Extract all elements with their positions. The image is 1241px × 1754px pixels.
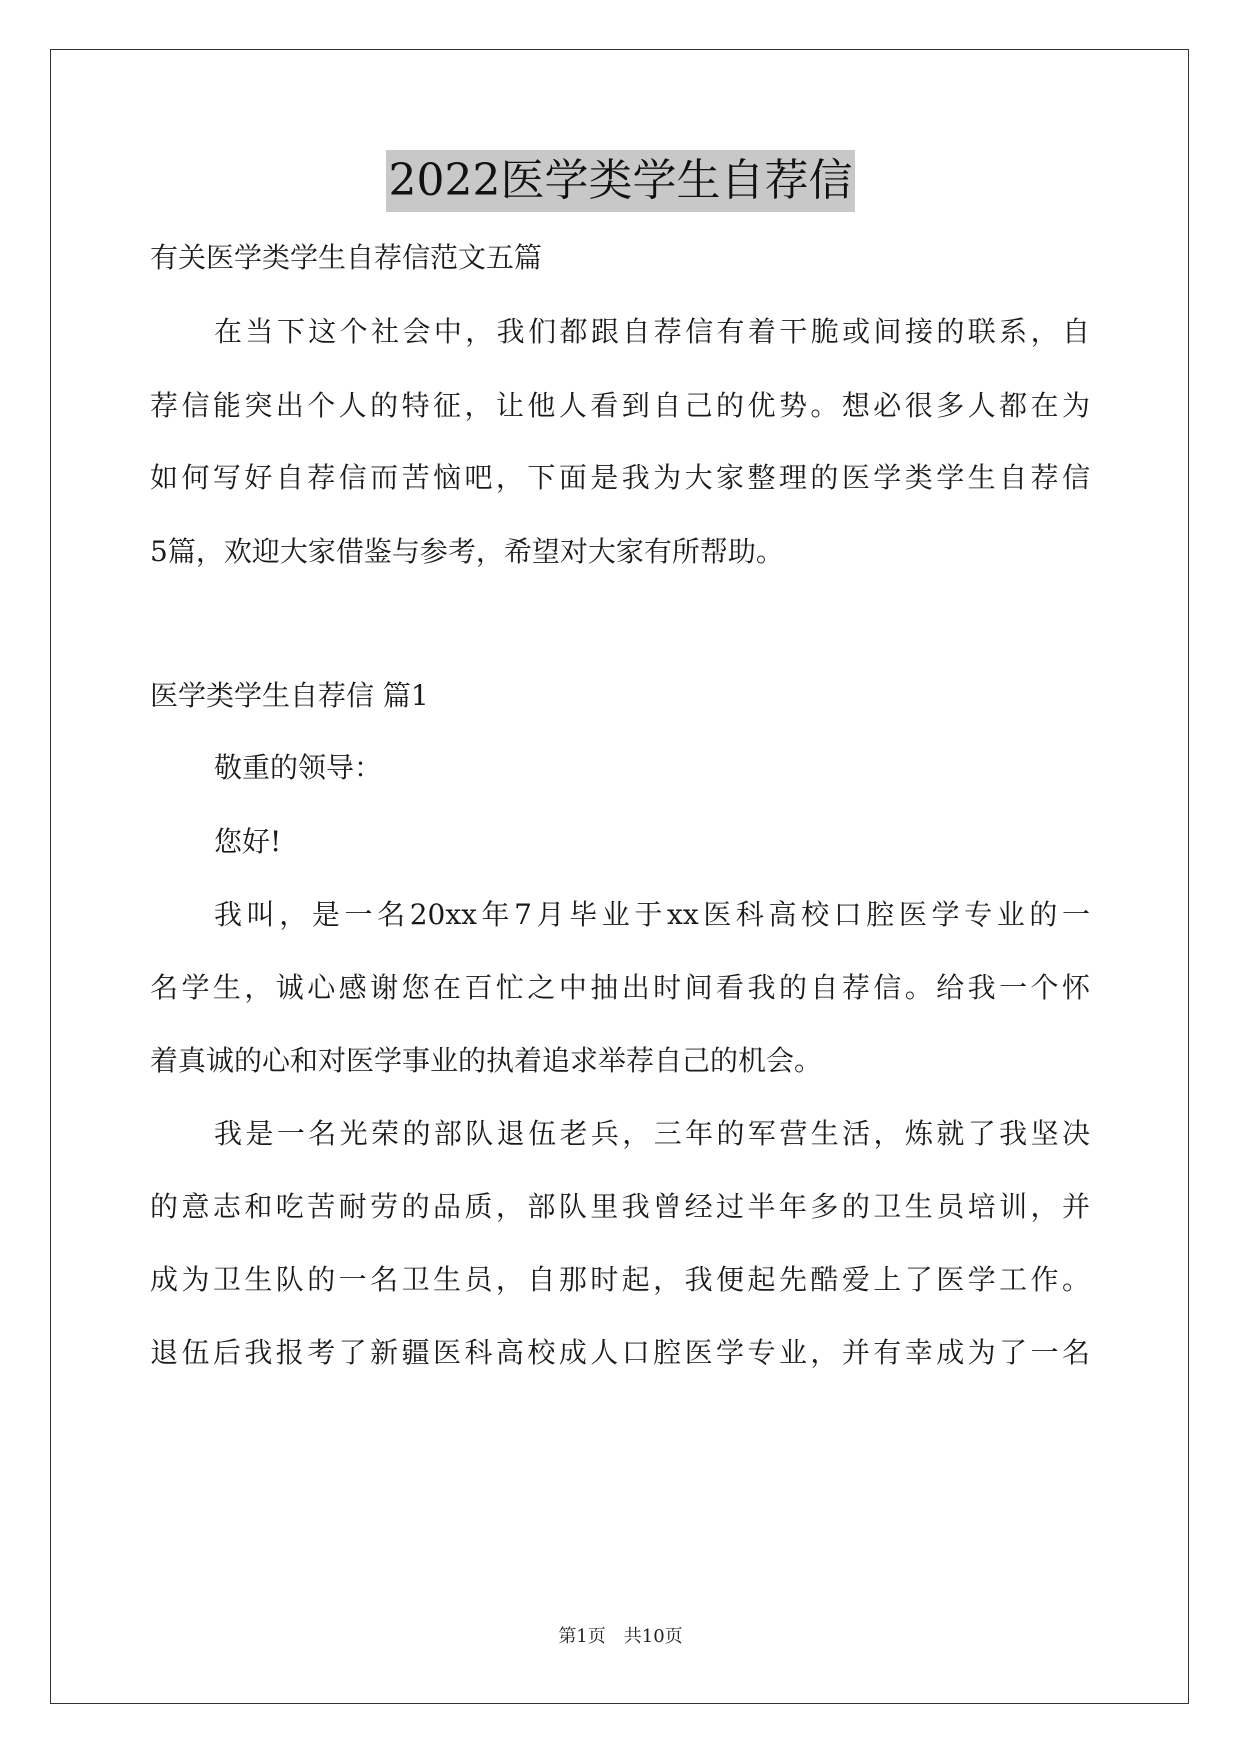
- paragraph-line: 我是一名光荣的部队退伍老兵，三年的军营生活，炼就了我坚决: [214, 1117, 1090, 1150]
- document-title: [0, 150, 1241, 212]
- intro-line: 荐信能突出个人的特征，让他人看到自己的优势。想必很多人都在为: [150, 389, 1090, 422]
- intro-line: 如何写好自荐信而苦恼吧，下面是我为大家整理的医学类学生自荐信: [150, 461, 1090, 494]
- page-footer: [0, 1625, 1241, 1649]
- paragraph-line: 名学生，诚心感谢您在百忙之中抽出时间看我的自荐信。给我一个怀: [150, 971, 1090, 1004]
- page-number: 第1页: [558, 1626, 606, 1647]
- salutation: 敬重的领导：: [214, 751, 383, 784]
- document-title-text: 2022医学类学生自荐信: [386, 150, 856, 212]
- document-subtitle: 有关医学类学生自荐信范文五篇: [150, 241, 543, 274]
- intro-line: 在当下这个社会中，我们都跟自荐信有着干脆或间接的联系，自: [214, 315, 1090, 348]
- paragraph-line: 的意志和吃苦耐劳的品质，部队里我曾经过半年多的卫生员培训，并: [150, 1190, 1090, 1223]
- total-pages: 共10页: [623, 1626, 683, 1647]
- paragraph-line: 成为卫生队的一名卫生员，自那时起，我便起先酷爱上了医学工作。: [150, 1263, 1090, 1296]
- paragraph-line: 我叫，是一名20xx年7月毕业于xx医科高校口腔医学专业的一: [214, 898, 1090, 931]
- paragraph-line: 着真诚的心和对医学事业的执着追求举荐自己的机会。: [150, 1044, 823, 1077]
- intro-line: 5篇，欢迎大家借鉴与参考，希望对大家有所帮助。: [150, 535, 784, 568]
- paragraph-line: 退伍后我报考了新疆医科高校成人口腔医学专业，并有幸成为了一名: [150, 1336, 1090, 1369]
- greeting: 您好!: [214, 825, 282, 858]
- page-border: [50, 49, 1189, 1704]
- section-heading: 医学类学生自荐信 篇1: [150, 679, 429, 712]
